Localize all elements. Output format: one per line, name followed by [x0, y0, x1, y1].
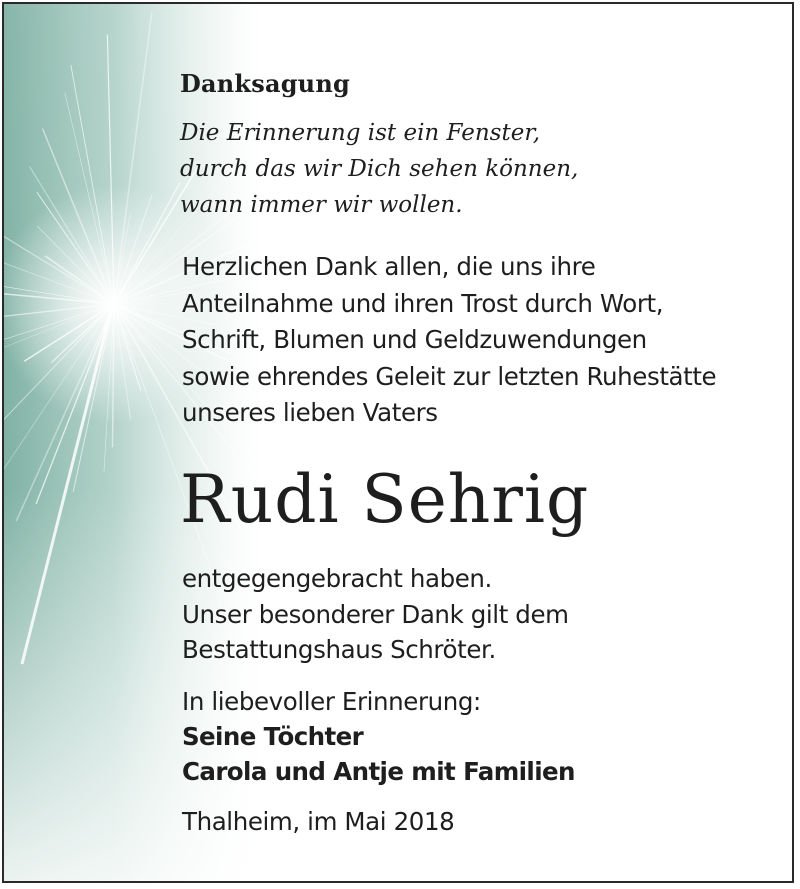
- signer-daughters: Seine Töchter: [182, 722, 364, 751]
- poem-line: Die Erinnerung ist ein Fenster,: [180, 120, 541, 146]
- thanks-line: Anteilnahme und ihren Trost durch Wort,: [182, 288, 664, 318]
- poem-quote: [180, 115, 578, 223]
- signer-names: Carola und Antje mit Familien: [182, 757, 575, 786]
- heading: Danksagung: [180, 69, 350, 98]
- closing-intro: In liebevoller Erinnerung:: [182, 687, 481, 716]
- after-paragraph: [182, 561, 569, 668]
- thanks-line: Herzlichen Dank allen, die uns ihre: [182, 252, 596, 281]
- after-line: Bestattungshaus Schröter.: [182, 635, 496, 664]
- deceased-name: Rudi Sehrig: [180, 461, 590, 538]
- notice-frame: [2, 2, 794, 883]
- thanks-paragraph: [182, 249, 716, 432]
- place-date: Thalheim, im Mai 2018: [182, 807, 455, 836]
- thanks-line: Schrift, Blumen und Geldzuwendungen: [182, 325, 647, 354]
- poem-line: wann immer wir wollen.: [180, 192, 463, 218]
- closing-block: [182, 684, 575, 789]
- poem-line: durch das wir Dich sehen können,: [180, 156, 579, 182]
- after-line: entgegengebracht haben.: [182, 564, 492, 593]
- thanks-line: sowie ehrendes Geleit zur letzten Ruhestätte: [182, 361, 717, 391]
- after-line: Unser besonderer Dank gilt dem: [182, 599, 569, 629]
- thanks-line: unseres lieben Vaters: [182, 398, 438, 427]
